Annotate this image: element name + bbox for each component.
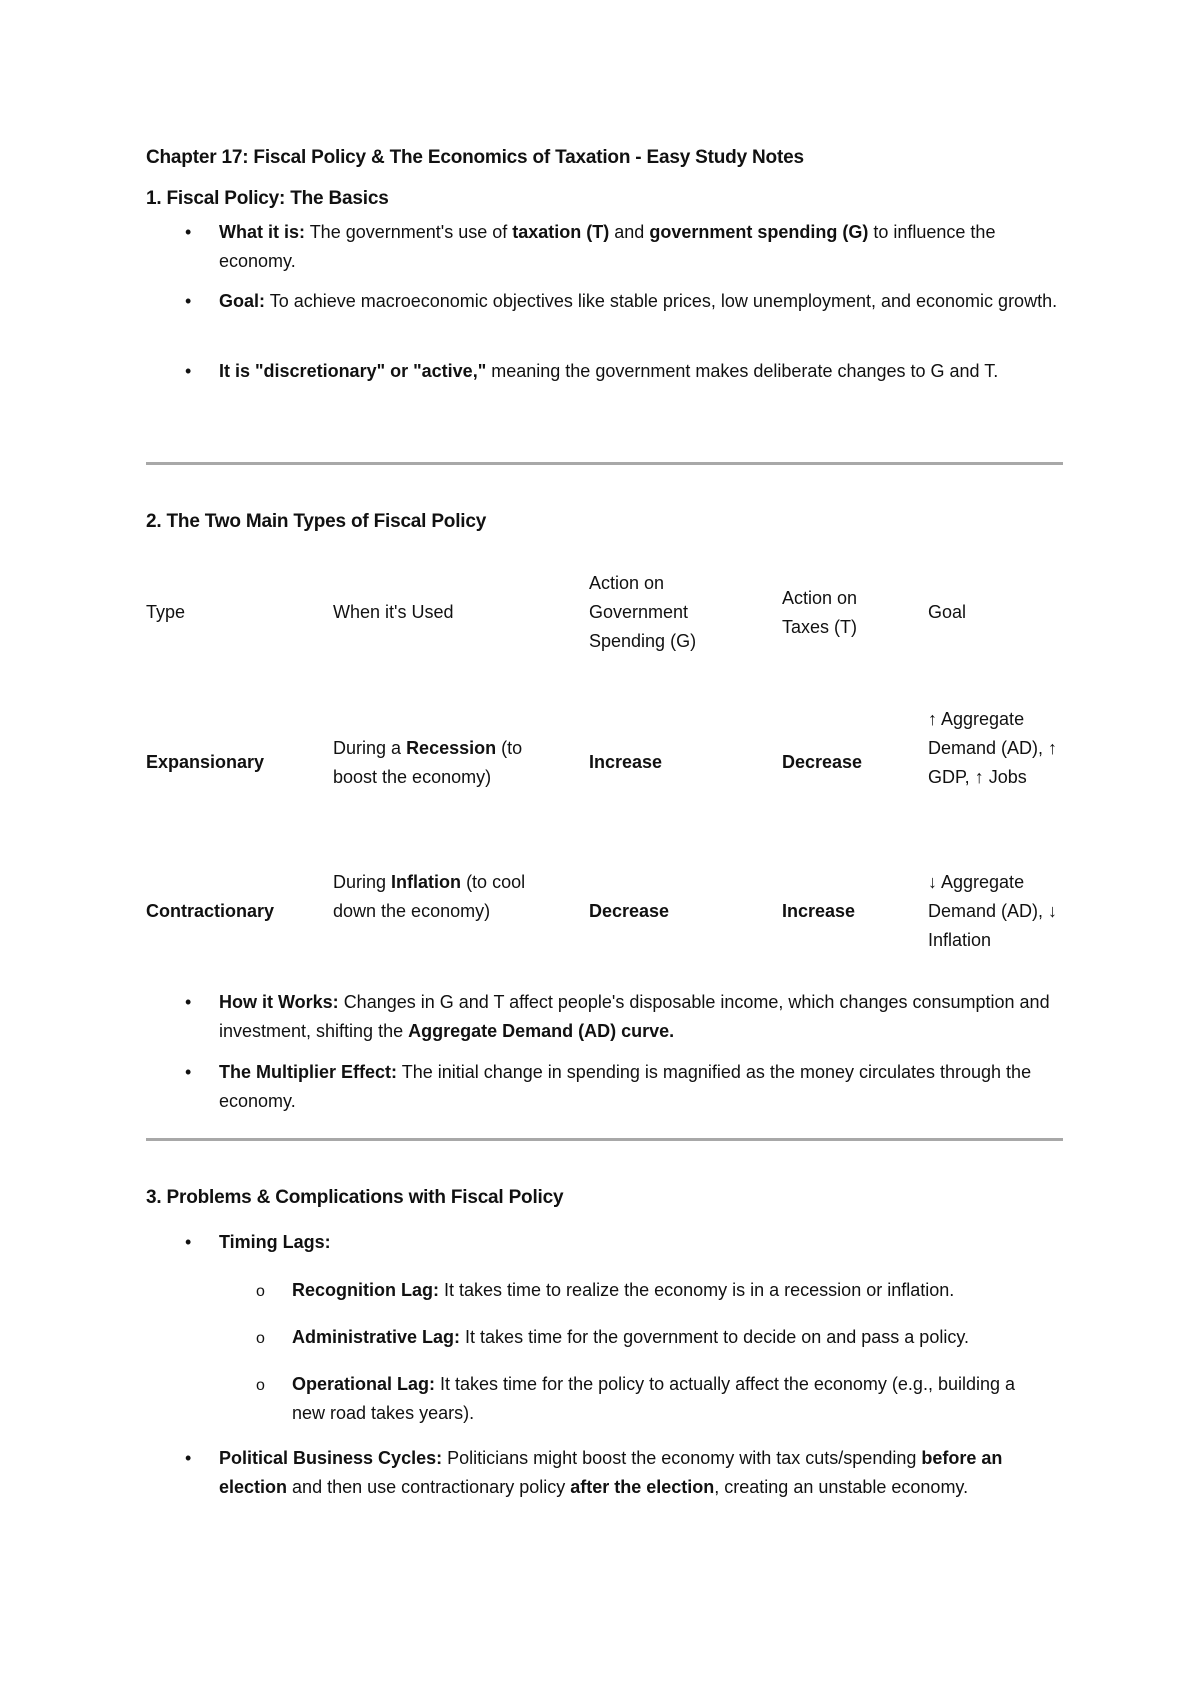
bullet-text: The initial change in spending is magnified as the money circulates through the economy. (219, 1062, 1032, 1111)
bullet-text: The government's use of (309, 222, 508, 242)
table-row-expansionary-goal: ↑ Aggregate Demand (AD), ↑ GDP, ↑ Jobs (928, 709, 1058, 787)
bullet-label: It is "discretionary" or "active," (219, 361, 487, 381)
cell-text: (to cool down the economy) (333, 872, 526, 921)
bullet-icon: • (185, 1232, 192, 1252)
document-title: Chapter 17: Fiscal Policy & The Economics of Taxation - Easy Study Notes (146, 147, 804, 168)
bullet-text: and then use contractionary policy (292, 1477, 566, 1497)
section-3-heading: 3. Problems & Complications with Fiscal Policy (146, 1187, 564, 1208)
divider (146, 462, 1063, 465)
document-page (146, 0, 1063, 1696)
bullet-label: Administrative Lag: (292, 1327, 461, 1347)
bullet-keyword: after the election (570, 1477, 715, 1497)
sub-bullet-icon: o (256, 1330, 265, 1347)
table-header-goal: Goal (928, 602, 967, 622)
cell-text: During (333, 872, 387, 892)
bullet-icon: • (185, 222, 192, 242)
bullet-keyword: before an election (219, 1448, 1003, 1497)
bullet-text: to influence the economy. (219, 222, 996, 271)
section-1-heading: 1. Fiscal Policy: The Basics (146, 188, 389, 209)
cell-keyword: Recession (406, 738, 497, 758)
bullet-text: It takes time to realize the economy is in a recession or inflation. (444, 1280, 955, 1300)
bullet-icon: • (185, 291, 192, 311)
table-row-contractionary-g: Decrease (589, 901, 670, 921)
cell-text: (to boost the economy) (333, 738, 523, 787)
bullet-text: It takes time for the government to decide on and pass a policy. (465, 1327, 969, 1347)
table-row-contractionary-goal: ↓ Aggregate Demand (AD), ↓ Inflation (928, 872, 1058, 950)
bullet-text: To achieve macroeconomic objectives like stable prices, low unemployment, and economic growth. (269, 291, 1058, 311)
bullet-icon: • (185, 1062, 192, 1082)
table-header-taxes: Action on Taxes (T) (782, 588, 858, 637)
bullet-text: , creating an unstable economy. (714, 1477, 969, 1497)
bullet-label: How it Works: (219, 992, 339, 1012)
sub-bullet-icon: o (256, 1283, 265, 1300)
table-row-expansionary-type: Expansionary (146, 752, 265, 772)
table-row-expansionary-t: Decrease (782, 752, 863, 772)
bullet-keyword: government spending (G) (649, 222, 869, 242)
cell-keyword: Inflation (391, 872, 462, 892)
bullet-text: Politicians might boost the economy with tax cuts/spending (447, 1448, 917, 1468)
bullet-text: meaning the government makes deliberate changes to G and T. (491, 361, 999, 381)
divider (146, 1138, 1063, 1141)
table-row-contractionary-t: Increase (782, 901, 856, 921)
bullet-label: What it is: (219, 222, 305, 242)
bullet-icon: • (185, 1448, 192, 1468)
bullet-label: Recognition Lag: (292, 1280, 439, 1300)
bullet-label: Operational Lag: (292, 1374, 436, 1394)
bullet-label: Goal: (219, 291, 266, 311)
bullet-keyword: Aggregate Demand (AD) curve. (408, 1021, 675, 1041)
table-row-contractionary-when (333, 868, 538, 926)
bullet-icon: • (185, 361, 192, 381)
table-row-expansionary-when (333, 734, 563, 792)
bullet-text: It takes time for the policy to actually affect the economy (e.g., building a new road takes years). (292, 1374, 1016, 1423)
bullet-label: Political Business Cycles: (219, 1448, 443, 1468)
bullet-label: The Multiplier Effect: (219, 1062, 398, 1082)
section-2-heading: 2. The Two Main Types of Fiscal Policy (146, 511, 487, 532)
table-row-contractionary-type: Contractionary (146, 901, 275, 921)
sub-bullet-icon: o (256, 1377, 265, 1394)
table-header-when: When it's Used (333, 602, 454, 622)
bullet-text: and (614, 222, 645, 242)
table-row-expansionary-g: Increase (589, 752, 663, 772)
cell-text: During a (333, 738, 402, 758)
bullet-text: Changes in G and T affect people's disposable income, which changes consumption and investment, shifting the (219, 992, 1050, 1041)
bullet-label: Timing Lags: (219, 1232, 331, 1252)
table-header-government-spending: Action on Government Spending (G) (589, 573, 697, 651)
bullet-keyword: taxation (T) (512, 222, 610, 242)
bullet-icon: • (185, 992, 192, 1012)
table-header-type: Type (146, 602, 186, 622)
